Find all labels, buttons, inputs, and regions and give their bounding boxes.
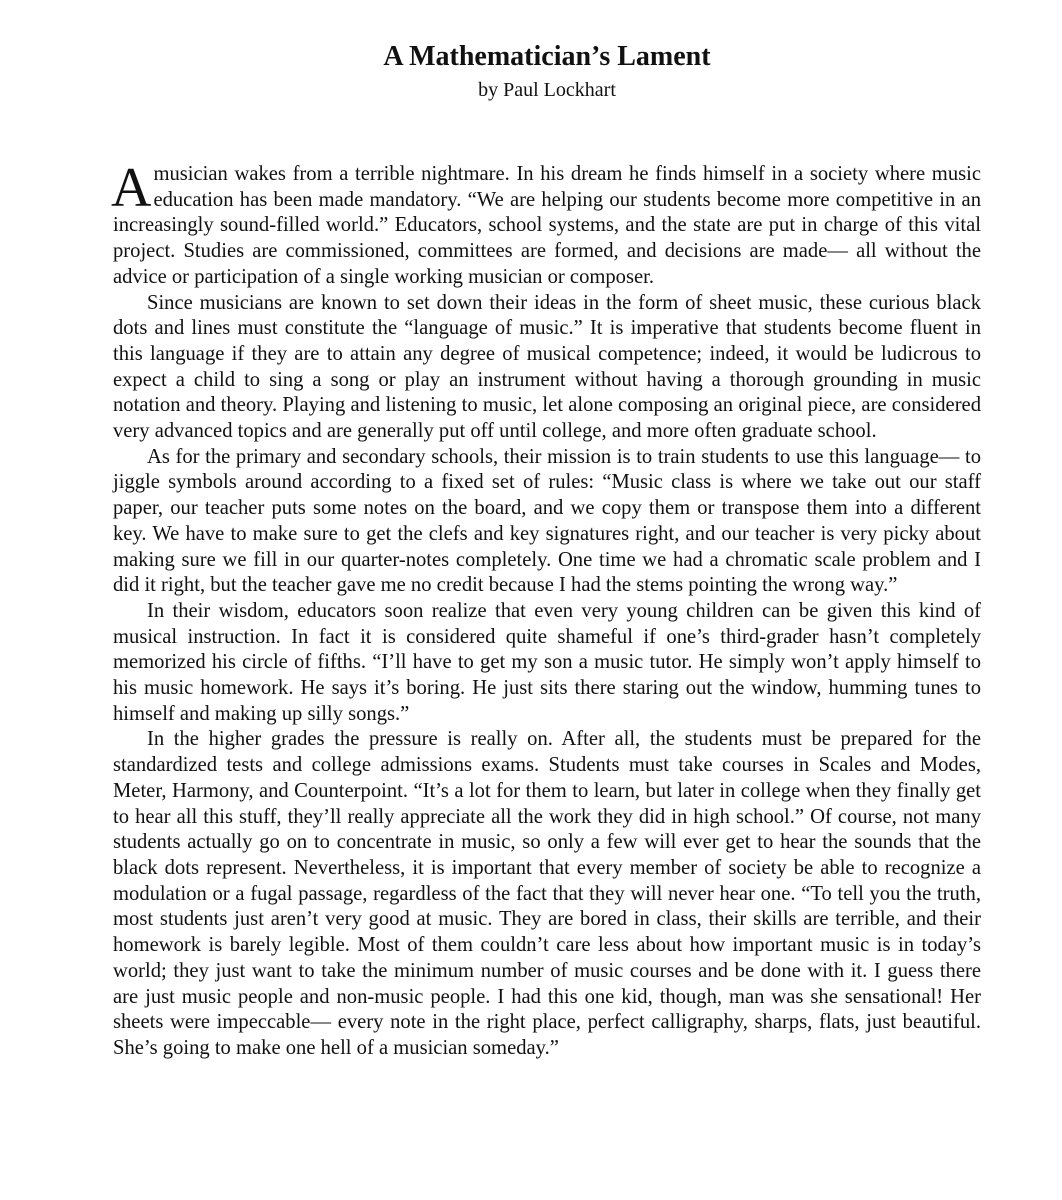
document-body xyxy=(111,157,981,1062)
document-title: A Mathematician’s Lament xyxy=(383,41,711,72)
paragraph-1 xyxy=(111,157,981,291)
paragraph-2: Since musicians are known to set down their ideas in the form of sheet music, these curious black dots and lines must constitute the “language of music.” It is imperative that students become fluent in this language if they are to attain any degree of musical competence; indeed, it would be ludicrous to expect a child to sing a song or play an instrument without having a thorough grounding in music notation and theory. Playing and listening to music, let alone composing an original piece, are considered very advanced topics and are generally put off until college, and more often graduate school. xyxy=(113,291,981,443)
paragraph-5: In the higher grades the pressure is really on. After all, the students must be prepared for the standardized tests and college admissions exams. Students must take courses in Scales and Modes, Meter, Harmony, and Counterpoint. “It’s a lot for them to learn, but later in college when they finally get to hear all this stuff, they’ll really appreciate all the work they did in high school.” Of course, not many students actually go on to concentrate in music, so only a few will ever get to hear the sounds that the black dots represent. Nevertheless, it is important that every member of society be able to recognize a modulation or a fugal passage, regardless of the fact that they will never hear one. “To tell you the truth, most students just aren’t very good at music. They are bored in class, their skills are terrible, and their homework is barely legible. Most of them couldn’t care less about how important music is in today’s world; they just want to take the minimum number of music courses and be done with it. I guess there are just music people and non-music people. I had this one kid, though, man was she sensational! Her sheets were impeccable— every note in the right place, perfect calligraphy, sharps, flats, just beautiful. She’s going to make one hell of a musician someday.” xyxy=(113,728,981,1059)
drop-cap: A xyxy=(111,157,152,219)
paragraph-4: In their wisdom, educators soon realize that even very young children can be given this kind of musical instruction. In fact it is considered quite shameful if one’s third-grader hasn’t completely memorized his circle of fifths. “I’ll have to get my son a music tutor. He simply won’t apply himself to his music homework. He says it’s boring. He just sits there staring out the window, humming tunes to himself and making up silly songs.” xyxy=(113,599,981,725)
paragraph-3: As for the primary and secondary schools, their mission is to train students to use this language— to jiggle symbols around according to a fixed set of rules: “Music class is where we take out our staff paper, our teacher puts some notes on the board, and we copy them or transpose them into a different key. We have to make sure to get the clefs and key signatures right, and our teacher is very picky about making sure we fill in our quarter-notes completely. One time we had a chromatic scale problem and I did it right, but the teacher gave me no credit because I had the stems pointing the wrong way.” xyxy=(113,445,981,597)
paragraph-1-text: musician wakes from a terrible nightmare. In his dream he finds himself in a society where music education has been made mandatory. “We are helping our students become more competitive in an increasingly sound-filled world.” Educators, school systems, and the state are put in charge of this vital project. Studies are commissioned, committees are formed, and decisions are made— all without the advice or participation of a single working musician or composer. xyxy=(113,163,981,288)
document-author: by Paul Lockhart xyxy=(478,79,616,101)
